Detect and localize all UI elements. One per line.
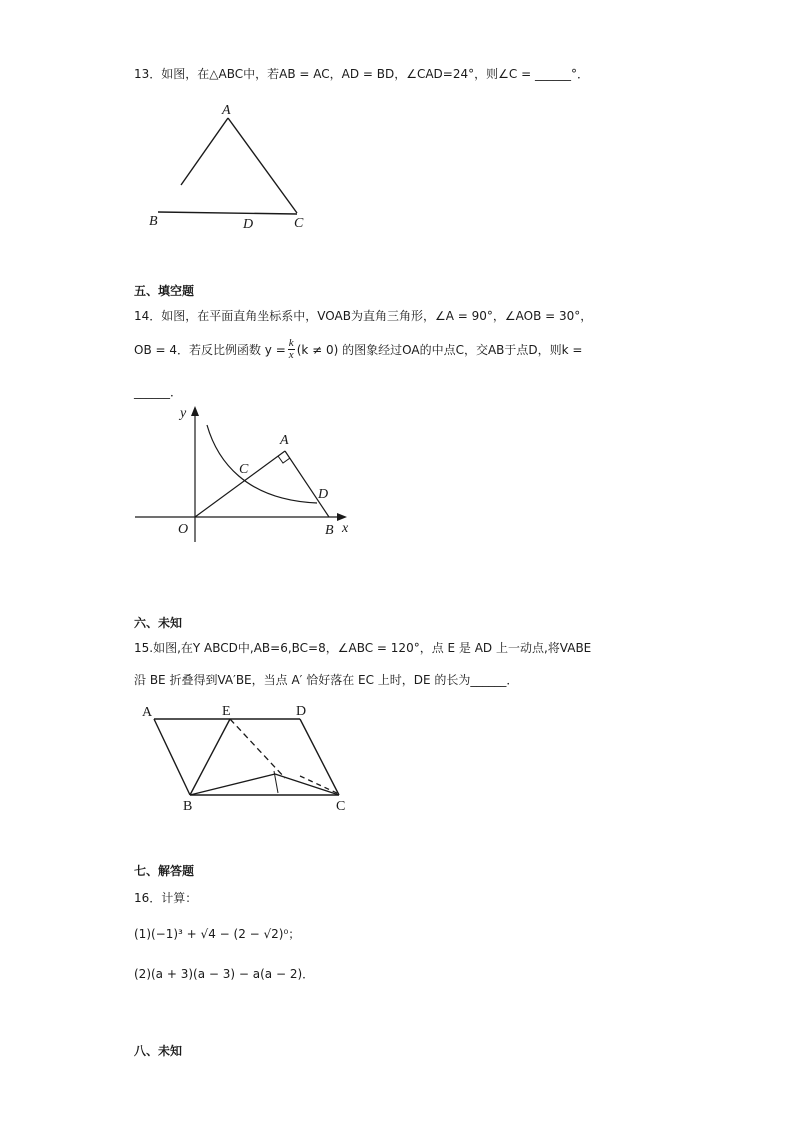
q14-line1: 14．如图，在平面直角坐标系中，VOAB为直角三角形，∠A = 90°，∠AOB = 30°，: [134, 309, 593, 323]
q14-line2-a: OB = 4．若反比例函数 y =: [134, 342, 286, 357]
x-axis-arrow-icon: [337, 513, 347, 521]
q14-line3: ______．: [134, 385, 183, 399]
q14-fraction: [288, 338, 295, 361]
segment-oa: [195, 451, 285, 517]
segment-ab: [285, 451, 329, 517]
q15-label-e: E: [222, 704, 231, 719]
q13-text: 13．如图，在△ABC中，若AB = AC，AD = BD，∠CAD=24°，则∠C = ______°．: [134, 67, 589, 81]
q15-label-a: A: [142, 705, 153, 720]
q13-label-a: A: [222, 103, 231, 118]
q14-frac-num: k: [288, 337, 294, 349]
q16-part2: (2)(a + 3)(a − 3) − a(a − 2)．: [134, 967, 315, 981]
q14-figure: [135, 400, 360, 545]
q14-label-o: O: [178, 522, 189, 537]
section-8-title: 八、未知: [134, 1044, 183, 1058]
q13-side-ab: [181, 118, 228, 185]
q13-side-bc: [158, 212, 297, 214]
right-angle-mark-icon: [278, 456, 290, 463]
q14-label-y: y: [180, 406, 187, 421]
q13-label-d: D: [243, 217, 254, 232]
hyperbola-curve: [207, 425, 317, 503]
q14-line2: [134, 338, 582, 361]
q14-label-c: C: [239, 462, 249, 477]
q15-line1: 15.如图,在Y ABCD中,AB=6,BC=8，∠ABC = 120°，点 E 是 AD 上一动点,将VABE: [134, 641, 592, 655]
q13-side-ac: [228, 118, 297, 213]
q15-label-c: C: [336, 799, 346, 814]
q14-label-d: D: [318, 487, 329, 502]
q14-label-b: B: [325, 523, 334, 538]
q13-figure: [140, 100, 320, 235]
q16-title: 16．计算：: [134, 891, 198, 905]
q14-line2-b: (k ≠ 0) 的图象经过OA的中点C，交AB于点D，则k =: [296, 342, 583, 357]
q14-frac-den: x: [288, 349, 294, 361]
section-6-title: 六、未知: [134, 616, 183, 630]
q14-label-x: x: [342, 521, 349, 536]
q15-label-d: D: [296, 704, 307, 719]
section-7-title: 七、解答题: [134, 864, 195, 878]
section-5-title: 五、填空题: [134, 284, 195, 298]
segment-ec-dashed: [230, 719, 285, 778]
q16-part1: (1)(−1)³ + √4 − (2 − √2)⁰；: [134, 927, 301, 941]
q15-line2: 沿 BE 折叠得到VA′BE，当点 A′ 恰好落在 EC 上时，DE 的长为______．: [134, 673, 519, 687]
segment-be: [190, 719, 230, 795]
q14-label-a: A: [280, 433, 289, 448]
q15-figure: [140, 698, 355, 816]
segment-ba-prime: [190, 774, 275, 795]
q13-label-c: C: [294, 216, 304, 231]
q15-label-b: B: [183, 799, 193, 814]
y-axis-arrow-icon: [191, 406, 199, 416]
side-ab: [154, 719, 190, 795]
q13-label-b: B: [149, 214, 158, 229]
